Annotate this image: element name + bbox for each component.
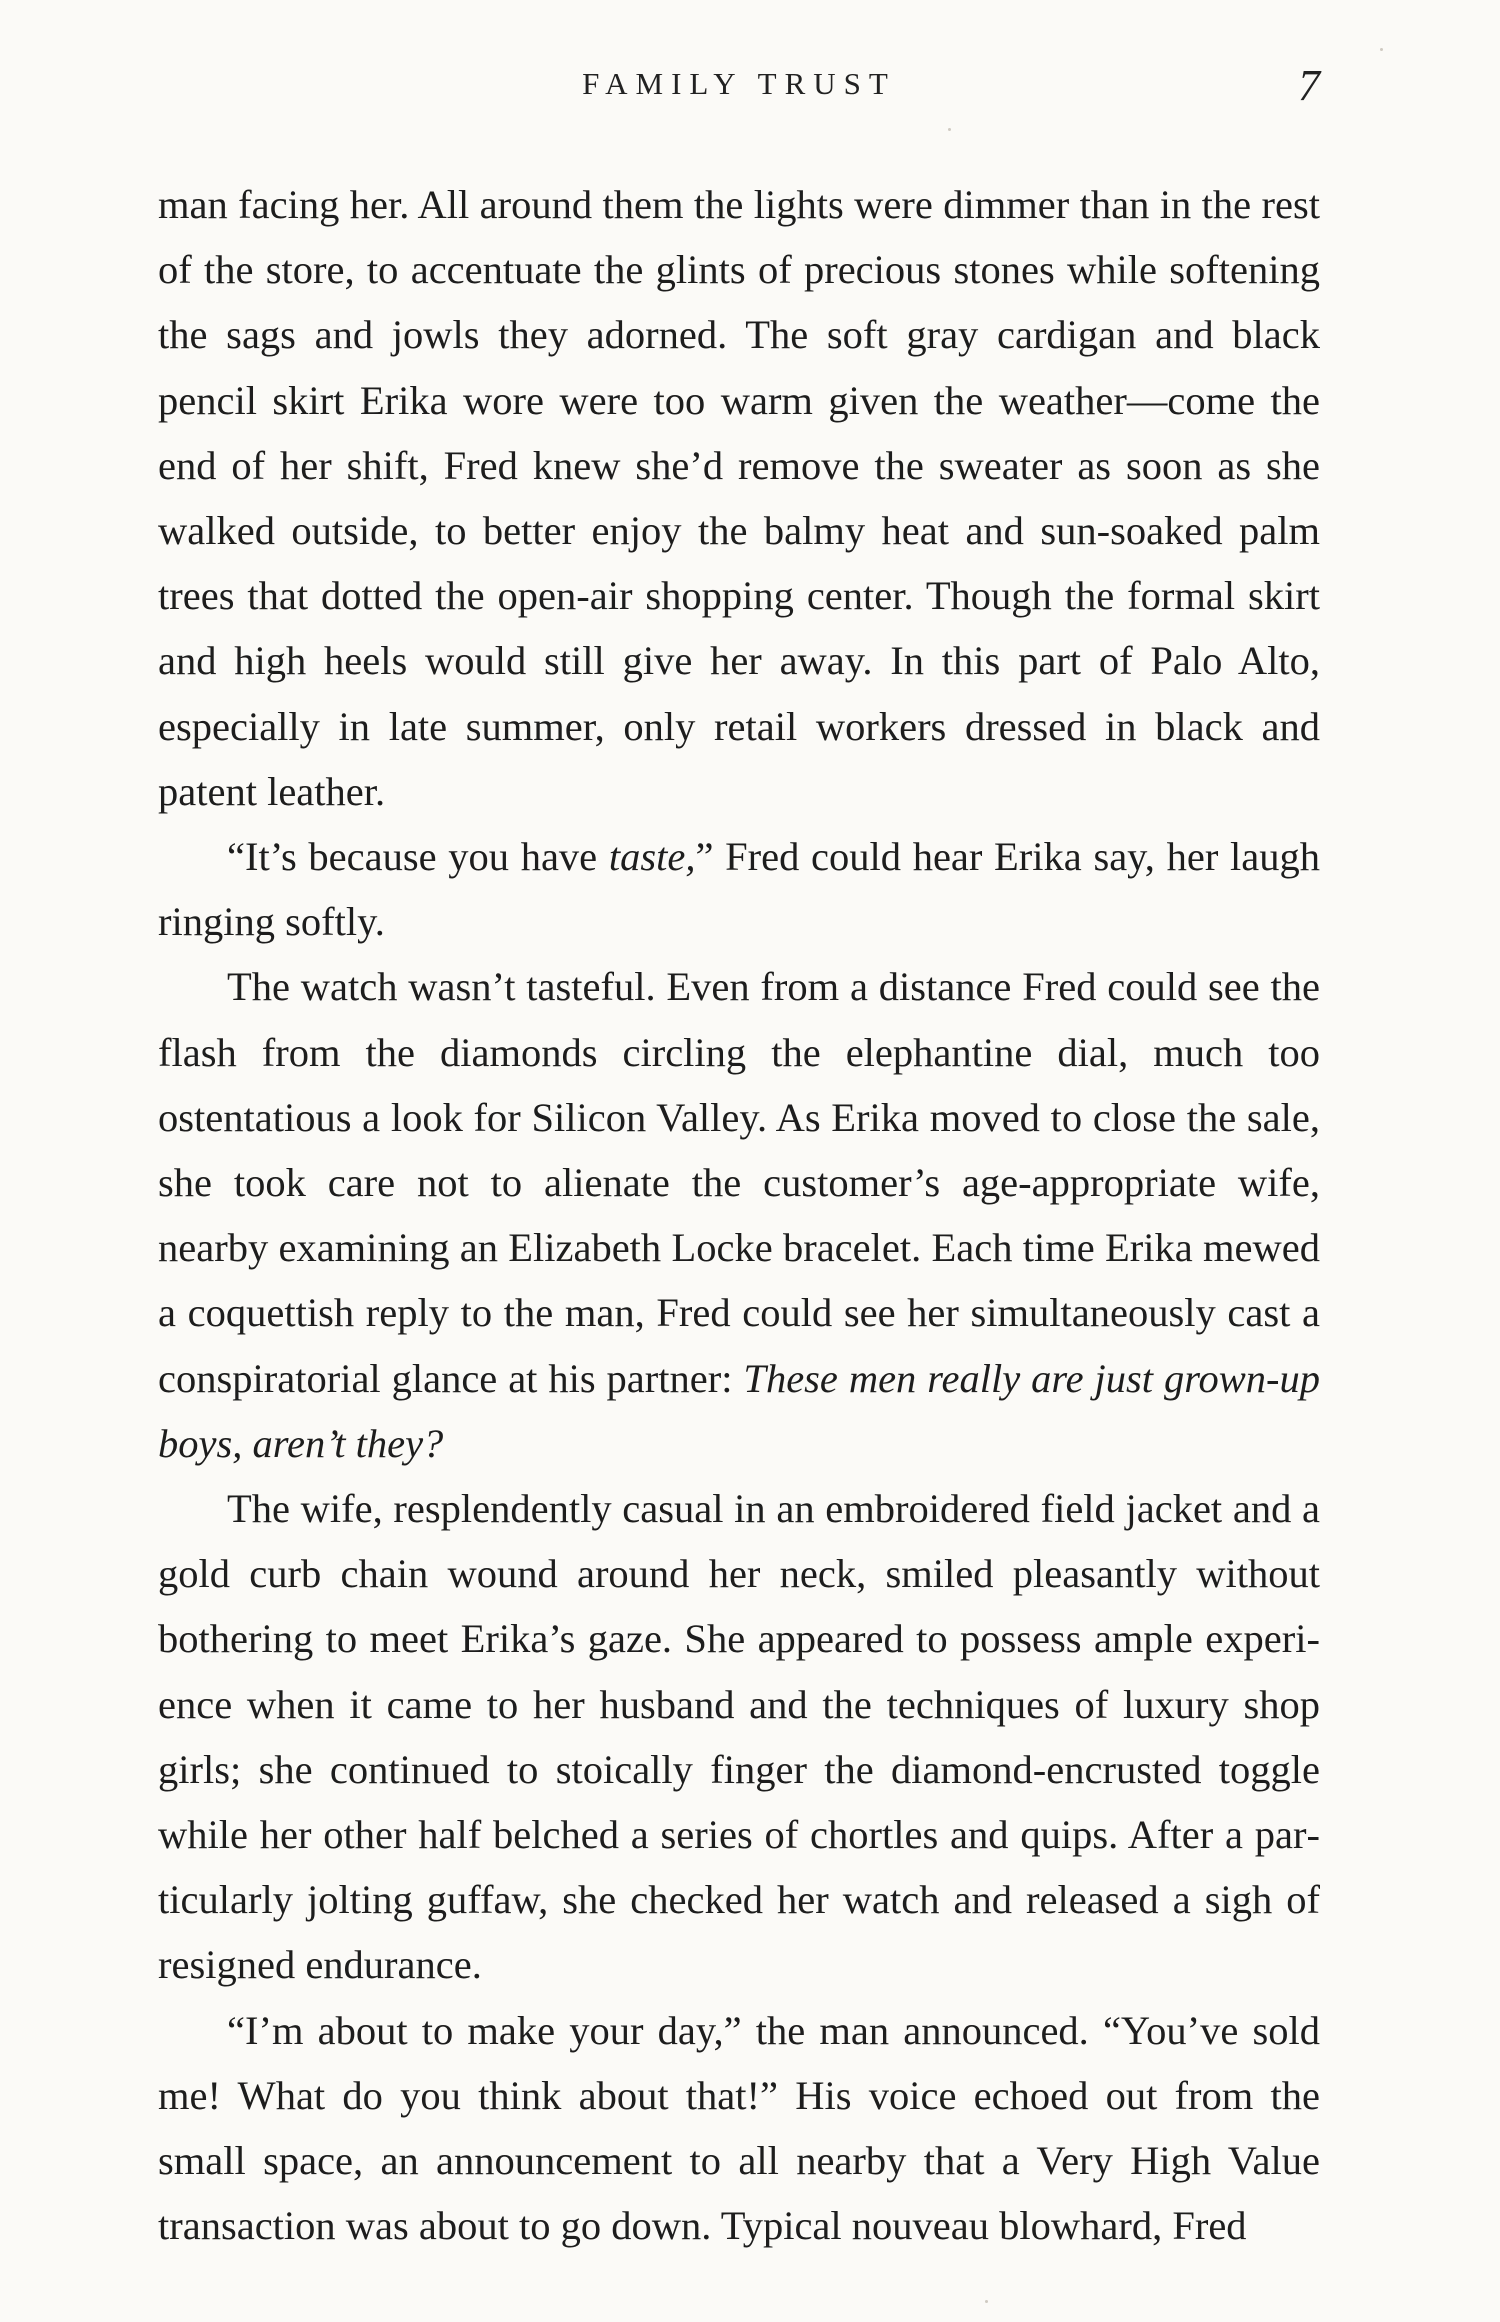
paragraph-2-text-start: “It’s because you have (227, 834, 609, 880)
paragraph-3-italic: These men really are just grown-up boys, aren’t they? (158, 1355, 1320, 1466)
paragraph-3-text: The watch wasn’t tasteful. Even from a distance Fred could see the flash from the diamonds circling the elephantine dial, much too ostentatious a look for Silicon Valley. As Erika moved to close the sale, she took care not to alienate the customer’s age-appropriate wife, nearby examining an Elizabeth Locke bracelet. Each time Erika mewed a coquettish reply to the man, Fred could see her simultaneously cast a conspiratorial glance at his partner: (158, 964, 1320, 1401)
paper-speck (985, 2300, 988, 2303)
paragraph-4: The wife, resplendently casual in an embroidered field jacket and a gold curb chain wound around her neck, smiled pleasantly without bothering to meet Erika’s gaze. She appeared to possess ample experience when it came to her husband and the techniques of luxury shop girls; she continued to stoically finger the diamond-encrusted toggle while her other half belched a series of chortles and quips. After a particularly jolting guffaw, she checked her watch and released a sigh of resigned endurance. (158, 1486, 1320, 1988)
paragraph-2 (158, 824, 1320, 954)
paragraph-2-italic: taste, (608, 834, 696, 880)
paragraph-5: “I’m about to make your day,” the man announced. “You’ve sold me! What do you think about that!” His voice echoed out from the small space, an announcement to all nearby that a Very High Value transaction was about to go down. Typical nouveau blowhard, Fred (158, 2007, 1320, 2249)
paragraph-3 (158, 954, 1320, 1476)
chapter-title: FAMILY TRUST (582, 66, 896, 101)
paper-speck (948, 128, 951, 131)
paper-speck (1380, 48, 1383, 51)
paragraph-2-text-end: ” Fred could hear Erika say, her laugh ringing softly. (158, 834, 1320, 945)
running-head (158, 60, 1320, 120)
body-text (158, 172, 1320, 2259)
paragraph-1: man facing her. All around them the lights were dimmer than in the rest of the store, to accentuate the glints of precious stones while softening the sags and jowls they adorned. The soft gray cardigan and black pencil skirt Erika wore were too warm given the weather—come the end of her shift, Fred knew she’d remove the sweater as soon as she walked outside, to better enjoy the balmy heat and sun-soaked palm trees that dotted the open-air shopping center. Though the formal skirt and high heels would still give her away. In this part of Palo Alto, especially in late summer, only retail workers dressed in black and patent leather. (158, 182, 1320, 814)
page-number: 7 (1298, 61, 1320, 110)
